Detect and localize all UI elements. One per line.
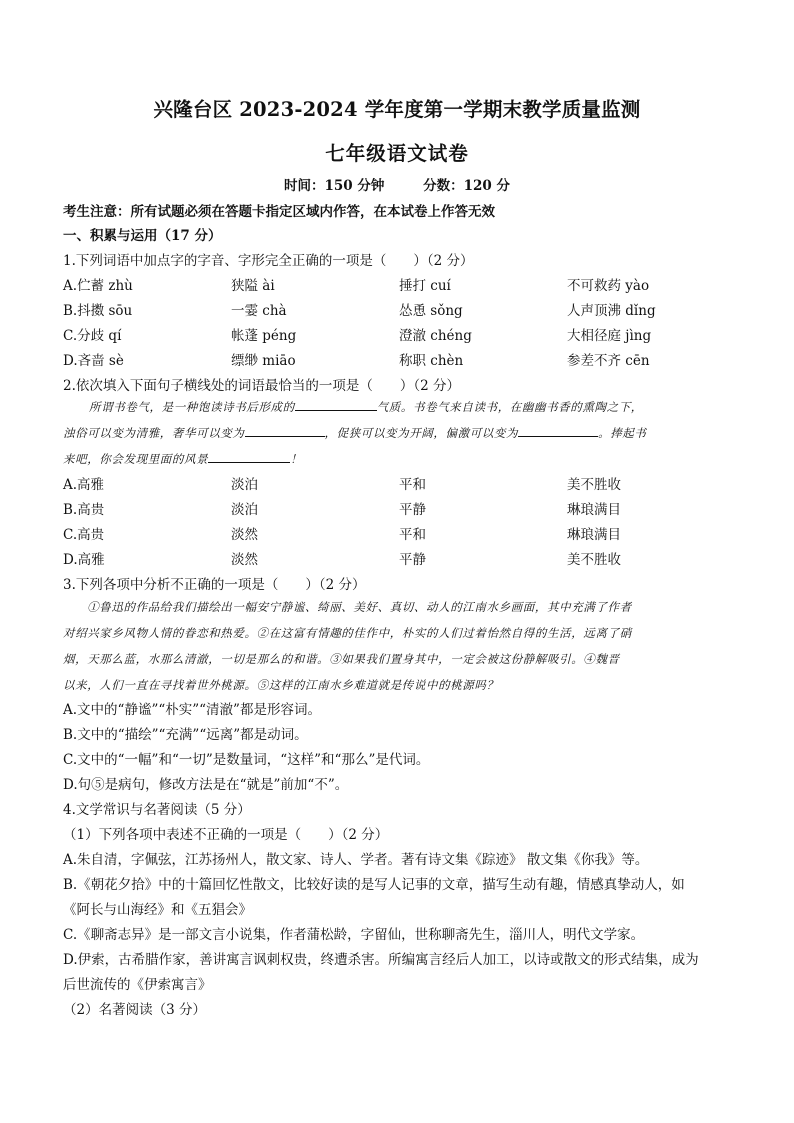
q1-option-b-word4: 人声顶沸 dǐng <box>567 303 656 319</box>
q1-option-c-word2: 帐蓬 péng <box>231 328 297 344</box>
q1-option-a: A.伫蓄 zhù <box>63 278 133 294</box>
q3-passage <box>63 594 725 698</box>
q1-option-b-word3: 怂恿 sǒng <box>399 303 463 319</box>
exam-title: 兴隆台区 2023-2024 学年度第一学期末教学质量监测 <box>153 98 641 121</box>
q4-line-a: A.朱自清，字佩弦，江苏扬州人，散文家、诗人、学者。著有诗文集《踪迹》 散文集《你我》等。 <box>63 852 649 868</box>
q1-option-c-word4: 大相径庭 jìng <box>567 328 652 344</box>
q1-option-b: B.抖擞 sōu <box>63 303 133 319</box>
q2-blank-3 <box>518 424 598 437</box>
q2-option-b-word2: 淡泊 <box>231 502 258 518</box>
q3-option-b: B.文中的“描绘”“充满”“远离”都是动词。 <box>63 727 308 743</box>
q2-blank-4 <box>208 450 290 463</box>
q1-option-a-word2: 狭隘 ài <box>231 278 275 294</box>
q2-option-c: C.高贵 <box>63 527 105 543</box>
q2-passage-line3: 来吧，你会发现里面的风景 ！ <box>63 452 303 466</box>
q2-passage-line2: 浊俗可以变为清雅，奢华可以变为 ，促狭可以变为开阔，偏激可以变为 。捧起书 <box>63 426 647 440</box>
q3-option-c: C.文中的“一幅”和“一切”是数量词，“这样”和“那么”是代词。 <box>63 752 430 768</box>
q1-option-c-word3: 澄澈 chéng <box>399 328 472 344</box>
q1-option-b-word2: 一霎 chà <box>231 303 287 319</box>
q3-passage-line2: 对绍兴家乡风物人情的眷恋和热爱。②在这富有情趣的佳作中，朴实的人们过着怡然自得的生活，远离了硝 <box>63 626 632 640</box>
q4-sub1: （1）下列各项中表述不正确的一项是（ ）（2 分） <box>63 827 389 843</box>
q3-passage-line1: ①鲁迅的作品给我们描绘出一幅安宁静谧、绮丽、美好、真切、动人的江南水乡画面，其中充满了作者 <box>63 600 632 614</box>
exam-score: 分数：120 分 <box>423 178 510 194</box>
q2-option-d-word4: 美不胜收 <box>567 552 621 568</box>
q2-option-b-word4: 琳琅满目 <box>567 502 621 518</box>
q1-option-d-word2: 缥缈 miāo <box>231 353 296 369</box>
q2-option-d-word2: 淡然 <box>231 552 258 568</box>
q2-option-d: D.高雅 <box>63 552 105 568</box>
section-heading: 一、积累与运用（17 分） <box>63 228 222 244</box>
q4-line-c: C.《聊斋志异》是一部文言小说集，作者蒲松龄，字留仙，世称聊斋先生，淄川人，明代文学家。 <box>63 927 645 943</box>
q2-option-a: A.高雅 <box>63 477 105 493</box>
q2-option-a-word3: 平和 <box>399 477 426 493</box>
q3-passage-line4: 以来，人们一直在寻找着世外桃源。⑤这样的江南水乡难道就是传说中的桃源吗？ <box>63 678 499 692</box>
q2-passage <box>63 394 725 472</box>
q2-option-a-word2: 淡泊 <box>231 477 258 493</box>
q2-blank-2 <box>245 424 325 437</box>
q3-stem: 3.下列各项中分析不正确的一项是（ ）（2 分） <box>63 577 366 593</box>
q2-stem: 2.依次填入下面句子横线处的词语最恰当的一项是（ ）（2 分） <box>63 378 461 394</box>
exam-time: 时间：150 分钟 <box>284 178 385 194</box>
q2-passage-line1: 所谓书卷气，是一种饱读诗书后形成的 气质。书卷气来自读书，在幽幽书香的熏陶之下， <box>89 400 643 414</box>
q2-option-c-word2: 淡然 <box>231 527 258 543</box>
q2-option-c-word4: 琳琅满目 <box>567 527 621 543</box>
q1-option-c: C.分歧 qí <box>63 328 122 344</box>
q1-option-d-word3: 称职 chèn <box>399 353 464 369</box>
q1-option-d-word4: 参差不齐 cēn <box>567 353 650 369</box>
q3-passage-line3: 烟，天那么蓝，水那么清澈，一切是那么的和谐。③如果我们置身其中，一定会被这份静解吸引。④魏晋 <box>63 652 620 666</box>
q1-stem: 1.下列词语中加点字的字音、字形完全正确的一项是（ ）（2 分） <box>63 253 474 269</box>
q2-option-c-word3: 平和 <box>399 527 426 543</box>
q4-line-b: B.《朝花夕拾》中的十篇回忆性散文，比较好读的是写人记事的文章，描写生动有趣，情感真挚动人，如 <box>63 877 685 893</box>
q2-option-b-word3: 平静 <box>399 502 426 518</box>
q4-stem: 4.文学常识与名著阅读（5 分） <box>63 802 251 818</box>
q2-option-d-word3: 平静 <box>399 552 426 568</box>
q4-line-d: D.伊索，古希腊作家，善讲寓言讽刺权贵，终遭杀害。所编寓言经后人加工，以诗或散文的形式结集，成为 <box>63 952 699 968</box>
q3-option-a: A.文中的“静谧”“朴实”“清澈”都是形容词。 <box>63 702 321 718</box>
q1-option-a-word4: 不可救药 yào <box>567 278 650 294</box>
q4-sub2: （2）名著阅读（3 分） <box>63 1002 206 1018</box>
q3-option-d: D.句⑤是病句，修改方法是在“就是”前加“不”。 <box>63 777 349 793</box>
q4-line-b-cont: 《阿长与山海经》和《五猖会》 <box>63 902 252 918</box>
q2-blank-1 <box>295 398 377 411</box>
exam-meta <box>0 174 794 194</box>
q2-option-a-word4: 美不胜收 <box>567 477 621 493</box>
q1-option-a-word3: 捶打 cuí <box>399 278 451 294</box>
q2-option-b: B.高贵 <box>63 502 105 518</box>
notice: 考生注意：所有试题必须在答题卡指定区域内作答，在本试卷上作答无效 <box>63 204 495 220</box>
exam-subtitle: 七年级语文试卷 <box>325 142 469 165</box>
q1-option-d: D.吝啬 sè <box>63 353 124 369</box>
q4-line-d-cont: 后世流传的《伊索寓言》 <box>63 977 212 993</box>
